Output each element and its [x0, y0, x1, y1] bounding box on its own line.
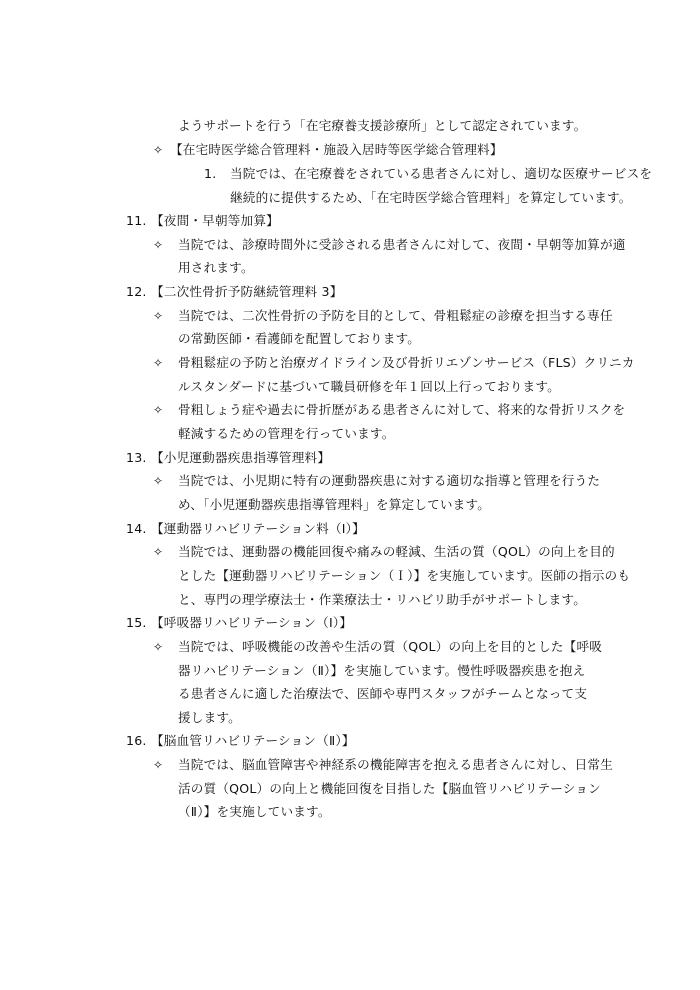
bullet-icon: ✧ — [153, 403, 164, 417]
home-care-text-line: 継続的に提供するため、「在宅時医学総合管理料」を算定しています。 — [230, 190, 632, 205]
bullet-text-line: とした【運動器リハビリテーション（Ｉ）】を実施しています。医師の指示のも — [178, 568, 631, 583]
bullet-text-line: 骨粗鬆症の予防と治療ガイドライン及び骨折リエゾンサービス（FLS）クリニカ — [178, 355, 635, 370]
bullet-text-line: る患者さんに適した治療法で、医師や専門スタッフがチームとなって支 — [178, 686, 588, 701]
section-number: 14. — [126, 521, 147, 536]
home-care-heading: 【在宅時医学総合管理料・施設入居時等医学総合管理料】 — [170, 142, 503, 157]
home-care-text-line: 当院では、在宅療養をされている患者さんに対し、適切な医療サービスを — [230, 166, 653, 181]
bullet-icon: ✧ — [153, 309, 164, 323]
bullet-text-line: 援します。 — [178, 710, 241, 725]
section-number: 16. — [126, 733, 147, 748]
section-number: 13. — [126, 450, 147, 465]
section-heading: 【二次性骨折予防継続管理料 3】 — [151, 284, 343, 299]
bullet-text-line: 軽減するための管理を行っています。 — [178, 426, 395, 441]
bullet-text-line: 器リハビリテーション（Ⅱ）】を実施しています。慢性呼吸器疾患を抱え — [178, 663, 586, 678]
section-number: 12. — [126, 284, 147, 299]
bullet-icon: ✧ — [153, 758, 164, 772]
bullet-text-line: 活の質（QOL）の向上と機能回復を目指した【脳血管リハビリテーション — [178, 781, 601, 796]
bullet-text-line: ルスタンダードに基づいて職員研修を年１回以上行っております。 — [178, 379, 560, 394]
intro-text: ようサポートを行う「在宅療養支援診療所」として認定されています。 — [178, 118, 587, 133]
bullet-text-line: め、「小児運動器疾患指導管理料」を算定しています。 — [178, 497, 491, 512]
bullet-icon: ✧ — [153, 545, 164, 559]
bullet-icon: ✧ — [153, 238, 164, 252]
bullet-text-line: 用されます。 — [178, 260, 254, 275]
bullet-text-line: 当院では、二次性骨折の予防を目的として、骨粗鬆症の診療を担当する専任 — [178, 308, 613, 323]
bullet-icon: ✧ — [153, 474, 164, 488]
section-number: 11. — [126, 213, 147, 228]
bullet-text-line: 当院では、脳血管障害や神経系の機能障害を抱える患者さんに対し、日常生 — [178, 757, 613, 772]
bullet-text-line: 骨粗しょう症や過去に骨折歴がある患者さんに対して、将来的な骨折リスクを — [178, 402, 626, 417]
bullet-text-line: 当院では、診療時間外に受診される患者さんに対して、夜間・早朝等加算が適 — [178, 237, 626, 252]
section-heading: 【脳血管リハビリテーション（Ⅱ）】 — [151, 733, 355, 748]
bullet-icon: ✧ — [153, 356, 164, 370]
section-heading: 【呼吸器リハビリテーション（I）】 — [151, 615, 353, 630]
bullet-text-line: 当院では、運動器の機能回復や痛みの軽減、生活の質（QOL）の向上を目的 — [178, 544, 615, 559]
bullet-text-line: の常勤医師・看護師を配置しております。 — [178, 331, 421, 346]
bullet-icon: ✧ — [153, 143, 164, 157]
section-heading: 【運動器リハビリテーション料（I）】 — [151, 521, 365, 536]
bullet-icon: ✧ — [153, 640, 164, 654]
bullet-text-line: 当院では、小児期に特有の運動器疾患に対する適切な指導と管理を行うた — [178, 473, 601, 488]
section-heading: 【小児運動器疾患指導管理料】 — [151, 450, 331, 465]
bullet-text-line: 当院では、呼吸機能の改善や生活の質（QOL）の向上を目的とした【呼吸 — [178, 639, 603, 654]
section-number: 15. — [126, 615, 147, 630]
bullet-text-line: （Ⅱ）】を実施しています。 — [178, 804, 331, 819]
bullet-text-line: と、専門の理学療法士・作業療法士・リハビリ助手がサポートします。 — [178, 592, 587, 607]
sub-item-number: 1. — [204, 166, 217, 181]
section-heading: 【夜間・早朝等加算】 — [151, 213, 279, 228]
